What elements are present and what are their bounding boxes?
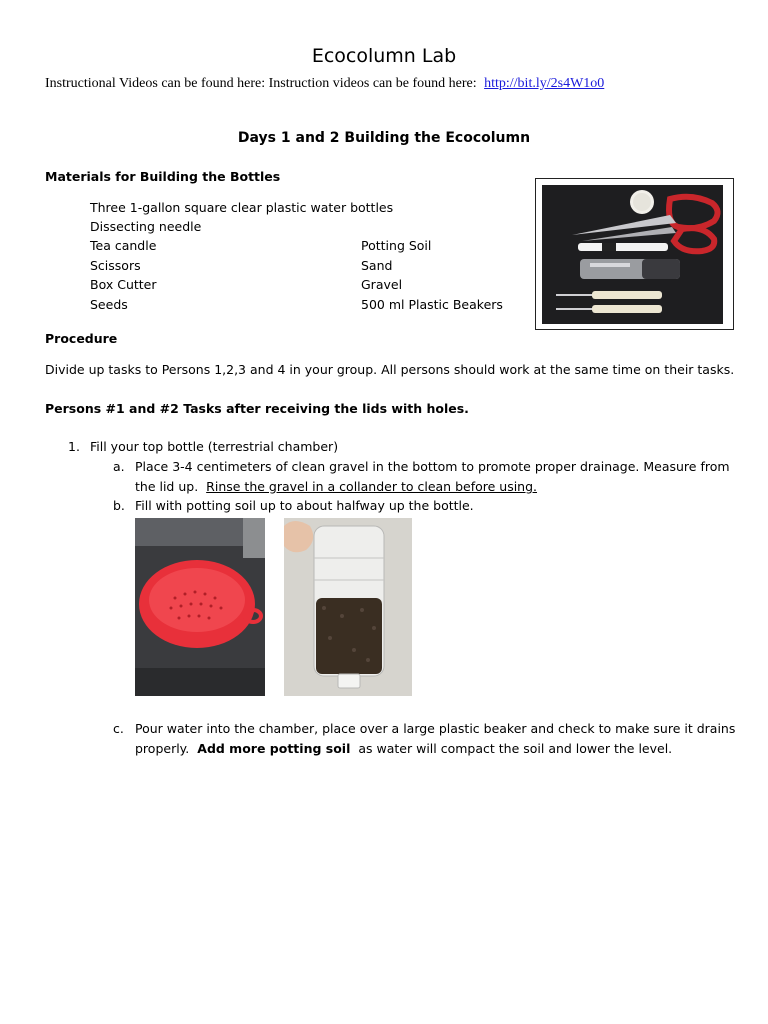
substep-c-prefix: properly.: [135, 741, 190, 756]
substep-c-bold: Add more potting soil: [197, 741, 351, 756]
tools-illustration: [542, 185, 723, 324]
material-item: Box Cutter: [90, 277, 157, 292]
substep-a-plain: the lid up.: [135, 479, 199, 494]
persons-heading: Persons #1 and #2 Tasks after receiving the lids with holes.: [45, 401, 469, 416]
material-item: Potting Soil: [361, 238, 432, 253]
substep-a-underlined: Rinse the gravel in a collander to clean before using.: [206, 479, 538, 494]
material-item: Scissors: [90, 258, 141, 273]
substep-a-line2: [135, 479, 537, 494]
page-title: Ecocolumn Lab: [311, 45, 457, 67]
substep-a-line1: Place 3-4 centimeters of clean gravel in the bottom to promote proper drainage. Measure from: [135, 459, 730, 474]
material-item: Dissecting needle: [90, 219, 202, 234]
substep-letter: c.: [113, 721, 124, 736]
colander-photo: [135, 518, 265, 696]
substep-c-line1: Pour water into the chamber, place over a large plastic beaker and check to make sure it drains: [135, 721, 736, 736]
step-text: Fill your top bottle (terrestrial chamber): [90, 439, 339, 454]
procedure-intro: Divide up tasks to Persons 1,2,3 and 4 in your group. All persons should work at the same time on their tasks.: [45, 362, 735, 377]
substep-letter: b.: [113, 498, 125, 513]
material-item: Tea candle: [90, 238, 157, 253]
video-link[interactable]: http://bit.ly/2s4W1o0: [484, 76, 605, 91]
colander-illustration: [135, 518, 265, 696]
section-title: Days 1 and 2 Building the Ecocolumn: [237, 130, 531, 146]
substep-letter: a.: [113, 459, 125, 474]
material-item: Seeds: [90, 297, 128, 312]
intro-line: [45, 76, 604, 92]
tools-photo-frame: [535, 178, 734, 330]
bottle-illustration: [284, 518, 412, 696]
step-number: 1.: [68, 439, 80, 454]
bottle-photo: [284, 518, 412, 696]
material-item: Gravel: [361, 277, 403, 292]
material-item: Three 1-gallon square clear plastic water bottles: [90, 200, 394, 215]
material-item: 500 ml Plastic Beakers: [361, 297, 503, 312]
substep-c-line2: [135, 741, 672, 756]
procedure-heading: Procedure: [45, 331, 118, 346]
tools-photo: [542, 185, 723, 324]
substep-c-suffix: as water will compact the soil and lower the level.: [358, 741, 673, 756]
material-item: Sand: [361, 258, 393, 273]
intro-text: Instructional Videos can be found here: Instruction videos can be found here:: [45, 76, 477, 91]
substep-b-text: Fill with potting soil up to about halfway up the bottle.: [135, 498, 474, 513]
materials-heading: Materials for Building the Bottles: [45, 169, 281, 184]
